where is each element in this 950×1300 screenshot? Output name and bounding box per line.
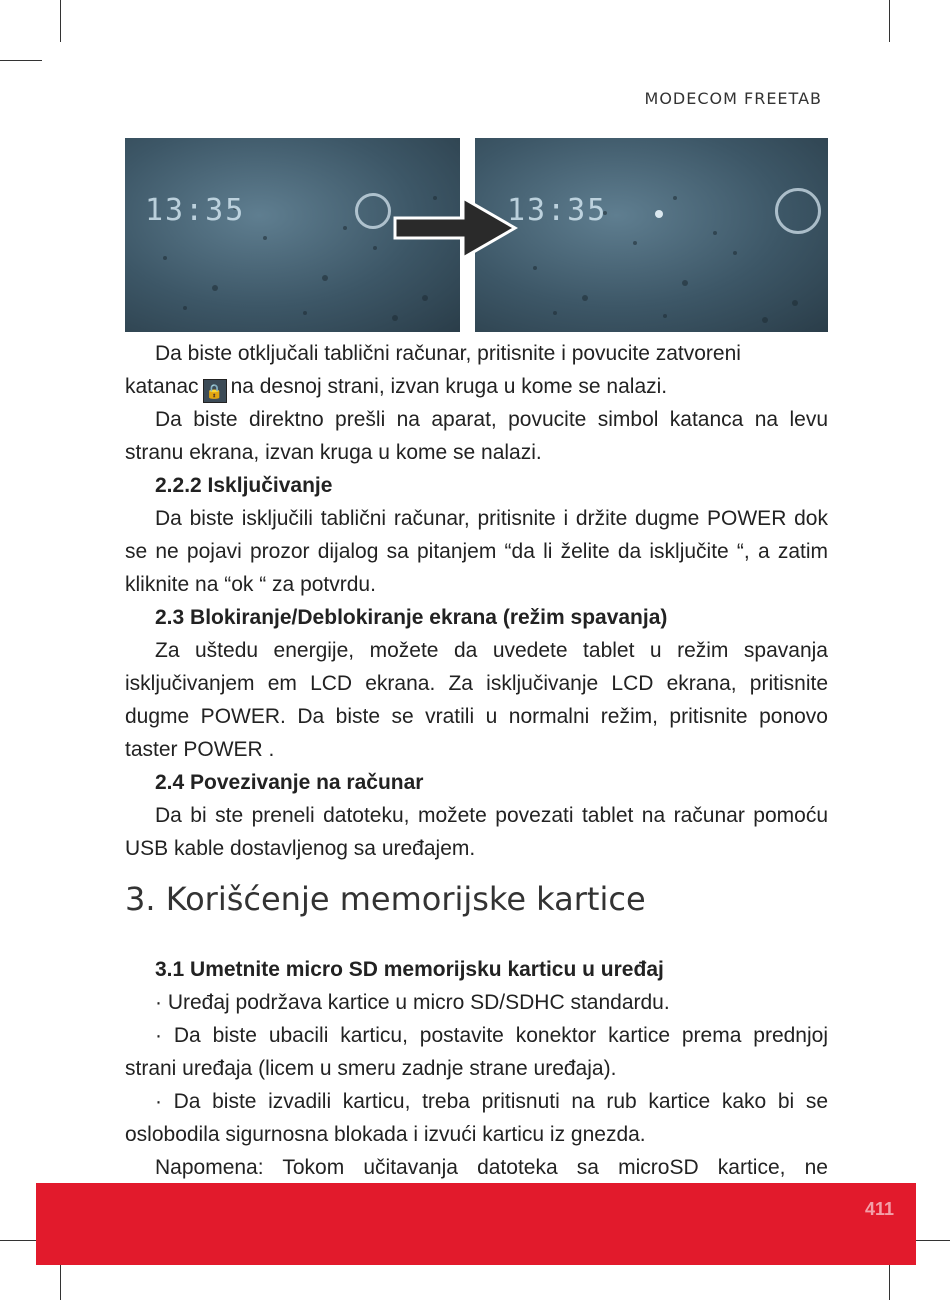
unlock-illustration bbox=[125, 138, 828, 332]
paragraph: Da biste direktno prešli na aparat, povucite simbol katanca na levu stranu ekrana, izvan kruga u kome se nalazi. bbox=[125, 408, 828, 464]
section-3-text bbox=[125, 953, 828, 1184]
crop-mark bbox=[0, 60, 42, 61]
clock-text: 13:35 bbox=[507, 193, 608, 228]
crop-mark bbox=[60, 0, 61, 42]
page-number: 411 bbox=[864, 1199, 894, 1219]
arrow-right-icon bbox=[393, 188, 523, 268]
paragraph bbox=[125, 370, 828, 403]
paragraph-text: na desnoj strani, izvan kruga u kome se nalazi. bbox=[230, 375, 668, 398]
crop-mark bbox=[889, 0, 890, 42]
lock-icon: 🔒 bbox=[203, 379, 227, 403]
paragraph: Da bi ste preneli datoteku, možete povezati tablet na računar pomoću USB kable dostavljenog sa uređajem. bbox=[125, 804, 828, 860]
section-heading: 2.4 Povezivanje na računar bbox=[155, 771, 424, 794]
dot-indicator bbox=[655, 210, 663, 218]
section-heading: 2.2.2 Isključivanje bbox=[155, 474, 333, 497]
paragraph: Za uštedu energije, možete da uvedete tablet u režim spavanja isključivanjem em LCD ekrana. Za isključivanje LCD ekrana, pritisnite dugme POWER. Da biste se vratili u normalni režim, pritisnite ponovo taster POWER . bbox=[125, 639, 828, 761]
clock-text: 13:35 bbox=[145, 193, 246, 228]
bullet-item: · Da biste izvadili karticu, treba pritisnuti na rub kartice kako bi se oslobodila sigurnosna blokada i izvući karticu iz gnezda. bbox=[125, 1090, 828, 1146]
bullet-item: · Da biste ubacili karticu, postavite konektor kartice prema prednjoj strani uređaja (licem u smeru zadnje strane uređaja). bbox=[125, 1024, 828, 1080]
paragraph-text: katanac bbox=[125, 375, 199, 398]
lockscreen-after bbox=[475, 138, 828, 332]
paragraph: Da biste otključali tablični računar, pritisnite i povucite zatvoreni bbox=[155, 342, 741, 365]
section-heading: 2.3 Blokiranje/Deblokiranje ekrana (režim spavanja) bbox=[155, 606, 668, 629]
footer-bar bbox=[36, 1183, 916, 1265]
water-drops bbox=[475, 138, 828, 332]
chapter-title: 3. Korišćenje memorijske kartice bbox=[125, 880, 646, 918]
bullet-item: · Uređaj podržava kartice u micro SD/SDHC standardu. bbox=[155, 991, 670, 1014]
body-text bbox=[125, 337, 828, 865]
running-header: MODECOM FREETAB bbox=[644, 89, 822, 108]
paragraph: Napomena: Tokom učitavanja datoteka sa microSD kartice, ne bbox=[155, 1156, 828, 1179]
lock-ring-dragged bbox=[775, 188, 821, 234]
section-heading: 3.1 Umetnite micro SD memorijsku karticu u uređaj bbox=[155, 958, 664, 981]
lock-ring bbox=[355, 193, 391, 229]
paragraph: Da biste isključili tablični računar, pritisnite i držite dugme POWER dok se ne pojavi prozor dijalog sa pitanjem “da li želite da isključite “, a zatim kliknite na “ok “ za potvrdu. bbox=[125, 507, 828, 596]
